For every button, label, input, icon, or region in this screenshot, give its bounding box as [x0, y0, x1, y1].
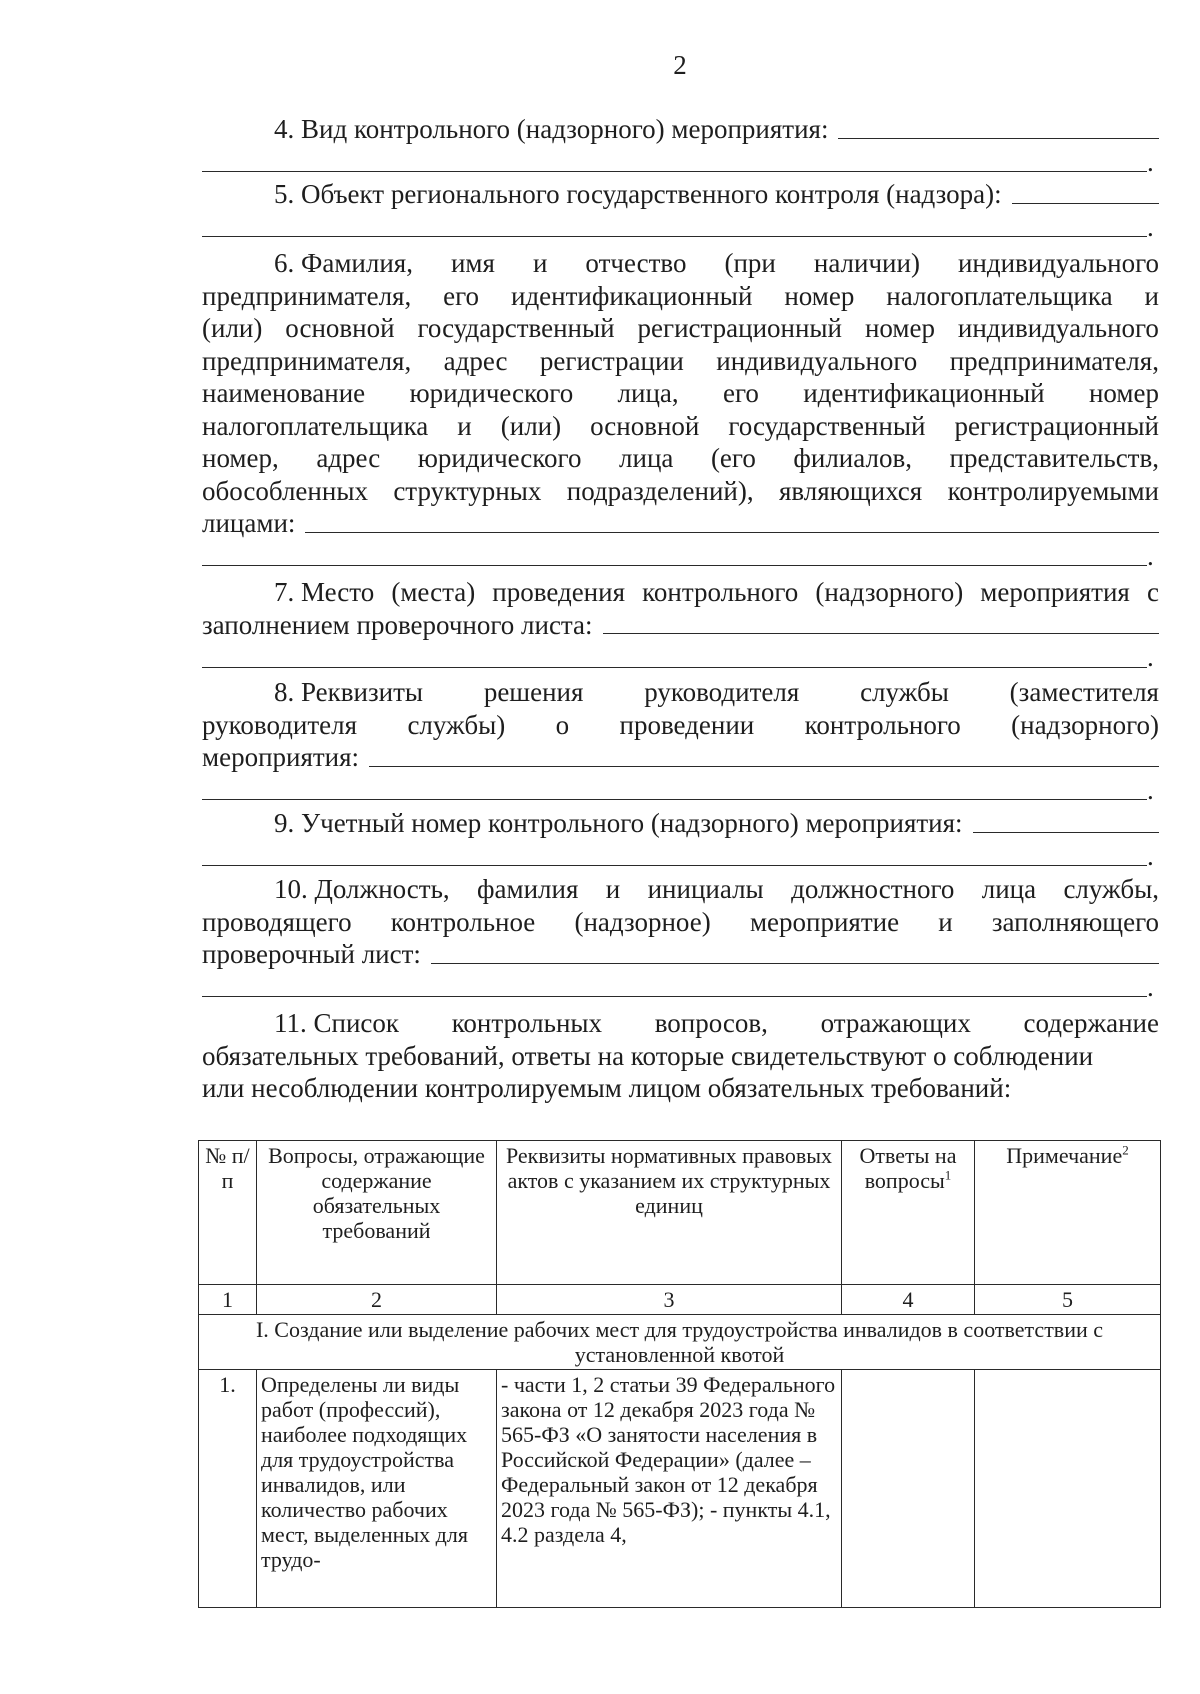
item-4-label: 4. Вид контрольного (надзорного) мероприятия: [274, 114, 829, 144]
header-number: № п/п [199, 1141, 257, 1285]
section-row [199, 1315, 1161, 1370]
header-references: Реквизиты нормативных правовых актов с указанием их структурных единиц [497, 1141, 842, 1285]
blank-line [305, 532, 1159, 533]
checklist-table [198, 1140, 1161, 1608]
header-answers: Ответы на вопросы$^1$ [842, 1141, 975, 1285]
row-answer[interactable] [842, 1370, 975, 1608]
item-5: 5. Объект регионального государственного контроля (надзора): . [202, 178, 1159, 243]
item-8-line-2: руководителя службы) о проведении контрольного (надзорного) [202, 709, 1159, 740]
item-11-line-2: обязательных требований, ответы на которые свидетельствуют о соблюдении [202, 1040, 1094, 1071]
item-6-label: лицами: [202, 508, 296, 538]
blank-line [202, 667, 1147, 668]
item-10-label: проверочный лист: [202, 939, 421, 969]
blank-line [202, 799, 1147, 800]
blank-line [202, 865, 1147, 866]
item-7-line-1: 7. Место (места) проведения контрольного (надзорного) мероприятия с [274, 577, 1159, 607]
item-8-label: мероприятия: [202, 742, 360, 772]
table-row [199, 1370, 1161, 1608]
item-9-label: 9. Учетный номер контрольного (надзорного) мероприятия: [274, 808, 963, 838]
item-11-line-3: или несоблюдении контролируемым лицом обязательных требований: [202, 1073, 1012, 1103]
item-8-line-1: 8. Реквизиты решения руководителя службы (заместителя [274, 677, 1159, 707]
item-6-line-1: 6. Фамилия, имя и отчество (при наличии) индивидуального [274, 248, 1159, 278]
item-6-line-3: (или) основной государственный регистрационный номер индивидуального [202, 313, 1159, 343]
blank-line [202, 996, 1147, 997]
header-note: Примечание$^2$ [975, 1141, 1161, 1285]
row-number: 1. [199, 1370, 257, 1608]
item-6-line-5: наименование юридического лица, его идентификационный номер [202, 378, 1159, 408]
table-header-row [199, 1141, 1161, 1285]
blank-line [431, 963, 1159, 964]
item-10: 10. Должность, фамилия и инициалы должностного лица службы, проводящего контрольное (надзорное) мероприятие и заполняющего проверочный лист: . [202, 874, 1159, 1002]
column-number: 5 [975, 1285, 1161, 1315]
item-10-line-1: 10. Должность, фамилия и инициалы должностного лица службы, [274, 874, 1159, 904]
page-number: 2 [673, 50, 687, 80]
item-6-line-8: обособленных структурных подразделений), являющихся контролируемыми [202, 475, 1159, 506]
blank-line [202, 565, 1147, 566]
header-questions: Вопросы, отражающие содержание обязательных требований [257, 1141, 497, 1285]
column-number: 4 [842, 1285, 975, 1315]
item-11-line-1: 11. Список контрольных вопросов, отражающих содержание [274, 1008, 1159, 1038]
blank-line [973, 832, 1159, 833]
row-note[interactable] [975, 1370, 1161, 1608]
blank-line [838, 138, 1159, 139]
row-reference: - части 1, 2 статьи 39 Федерального закона от 12 декабря 2023 года № 565-ФЗ «О занятости населения в Российской Федерации» (далее – Федеральный закон от 12 декабря 2023 года № 565-ФЗ); - пункты 4.1, 4.2 раздела 4, [497, 1370, 842, 1608]
item-7: 7. Место (места) проведения контрольного (надзорного) мероприятия с заполнением проверочного листа: . [202, 577, 1159, 672]
item-6: 6. Фамилия, имя и отчество (при наличии) индивидуального предпринимателя, его идентификационный номер налогоплательщика и (или) основной государственный регистрационный номер индивидуального предпринимателя, адрес регистрации индивидуального предпринимателя, наименование юридического лица, его идентификационный номер налогоплательщика и (или) основной государственный регистрационный номер, адрес юридического лица (его филиалов, представительств, обособленных структурных подразделений), являющихся контролируемыми лицами: . [202, 248, 1159, 571]
column-number: 1 [199, 1285, 257, 1315]
blank-line [1012, 203, 1159, 204]
item-5-label: 5. Объект регионального государственного контроля (надзора): [274, 179, 1002, 209]
item-11 [202, 1007, 1159, 1105]
section-heading: I. Создание или выделение рабочих мест для трудоустройства инвалидов в соответствии с установленной квотой [199, 1315, 1161, 1370]
column-numbers-row [199, 1285, 1161, 1315]
item-7-label: заполнением проверочного листа: [202, 609, 593, 640]
item-6-line-7: номер, адрес юридического лица (его филиалов, представительств, [202, 443, 1159, 473]
item-10-line-2: проводящего контрольное (надзорное) мероприятие и заполняющего [202, 906, 1159, 937]
row-question: Определены ли виды работ (профессий), наиболее подходящих для трудоустройства инвалидов, или количество рабочих мест, выделенных для трудо- [257, 1370, 497, 1608]
blank-line [202, 171, 1147, 172]
item-6-line-6: налогоплательщика и (или) основной государственный регистрационный [202, 410, 1159, 441]
blank-line [369, 766, 1159, 767]
item-4: 4. Вид контрольного (надзорного) мероприятия: . [202, 113, 1159, 178]
item-9: 9. Учетный номер контрольного (надзорного) мероприятия: . [202, 807, 1159, 872]
item-6-line-2: предпринимателя, его идентификационный номер налогоплательщика и [202, 280, 1159, 311]
blank-line [202, 236, 1147, 237]
column-number: 3 [497, 1285, 842, 1315]
blank-line [603, 633, 1159, 634]
column-number: 2 [257, 1285, 497, 1315]
item-8: 8. Реквизиты решения руководителя службы (заместителя руководителя службы) о проведении контрольного (надзорного) мероприятия: . [202, 677, 1159, 805]
item-6-line-4: предпринимателя, адрес регистрации индивидуального предпринимателя, [202, 345, 1159, 376]
